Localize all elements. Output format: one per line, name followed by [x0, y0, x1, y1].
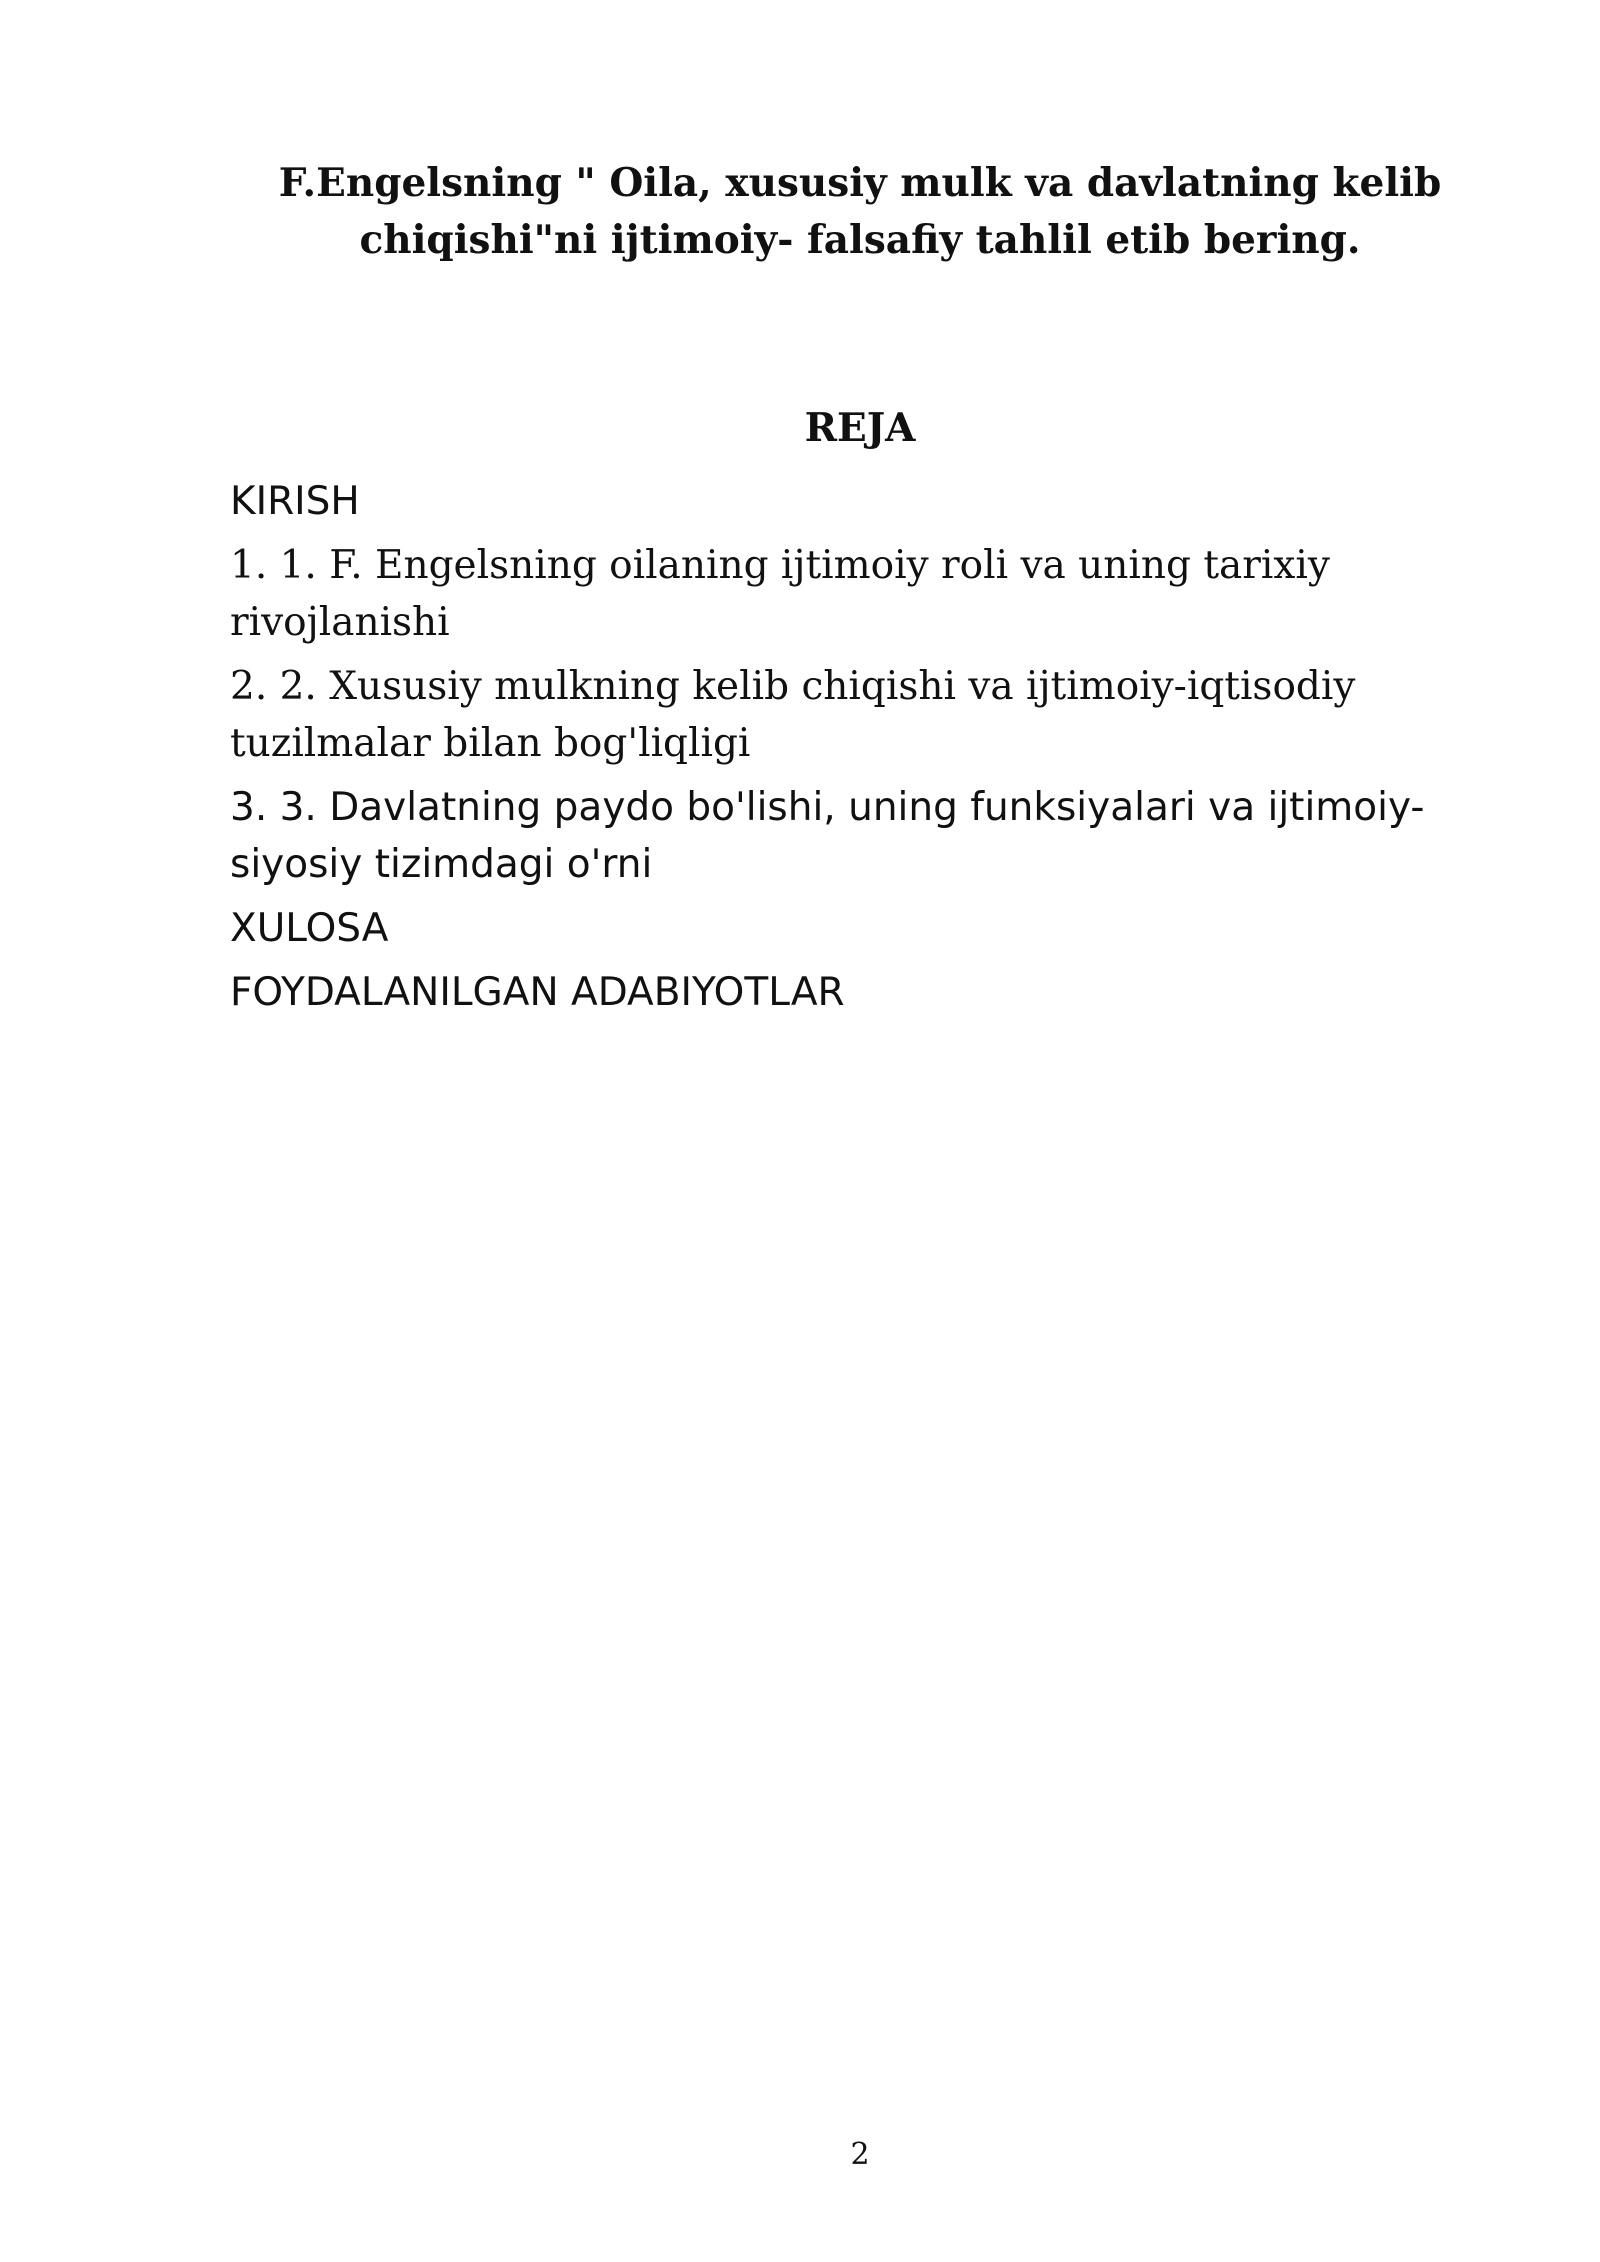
toc-item-references: FOYDALANILGAN ADABIYOTLAR — [230, 970, 845, 1015]
toc-item-1: 1. 1. F. Engelsning oilaning ijtimoiy roli va uning tarixiy rivojlanishi — [230, 543, 1330, 645]
toc-item-3: 3. 3. Davlatning paydo bo'lishi, uning funksiyalari va ijtimoiy-siyosiy tizimdagi o'rni — [230, 785, 1425, 887]
toc-item-intro: KIRISH — [230, 479, 360, 524]
document-title — [230, 155, 1490, 269]
table-of-contents — [230, 473, 1430, 1028]
document-title-line-1: F.Engelsning " Oila, xususiy mulk va davlatning kelib — [278, 160, 1442, 206]
document-title-line-2: chiqishi"ni ijtimoiy- falsafiy tahlil etib bering. — [359, 217, 1361, 263]
toc-item-conclusion: XULOSA — [230, 906, 389, 951]
toc-item-2: 2. 2. Xususiy mulkning kelib chiqishi va ijtimoiy-iqtisodiy tuzilmalar bilan bog'liqligi — [230, 664, 1356, 766]
page-number: 2 — [850, 2137, 870, 2172]
plan-heading: REJA — [804, 405, 916, 451]
